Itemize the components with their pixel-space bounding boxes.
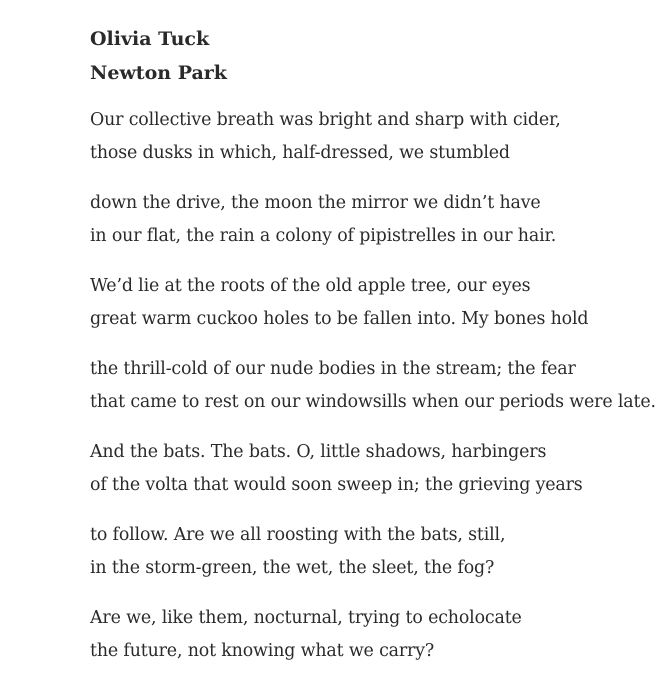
poem-line: Our collective breath was bright and sharp with cider, [90, 110, 561, 130]
poem-line: in the storm-green, the wet, the sleet, the fog? [90, 557, 495, 578]
author-name: Olivia Tuck [90, 28, 210, 50]
poem-line: And the bats. The bats. O, little shadows, harbingers [90, 442, 547, 462]
poem-line: that came to rest on our windowsills when our periods were late. [90, 391, 656, 412]
poem-page [90, 22, 655, 685]
stanza [90, 519, 655, 584]
poem-line: the thrill-cold of our nude bodies in the stream; the fear [90, 359, 576, 379]
stanza [90, 270, 655, 335]
poem-body [90, 104, 655, 667]
poem-line: to follow. Are we all roosting with the bats, still, [90, 525, 506, 545]
poem-title: Newton Park [90, 62, 227, 84]
poem-line: down the drive, the moon the mirror we didn’t have [90, 193, 541, 213]
poem-line: the future, not knowing what we carry? [90, 640, 435, 661]
poem-line: Are we, like them, nocturnal, trying to echolocate [90, 608, 522, 628]
stanza [90, 353, 655, 418]
poem-line: We’d lie at the roots of the old apple tree, our eyes [90, 276, 531, 296]
stanza [90, 187, 655, 252]
poem-line: great warm cuckoo holes to be fallen into. My bones hold [90, 308, 589, 329]
poem-line: of the volta that would soon sweep in; the grieving years [90, 474, 583, 495]
poem-line: in our flat, the rain a colony of pipistrelles in our hair. [90, 225, 557, 246]
stanza [90, 436, 655, 501]
stanza [90, 602, 655, 667]
stanza [90, 104, 655, 169]
poem-line: those dusks in which, half-dressed, we stumbled [90, 142, 510, 163]
